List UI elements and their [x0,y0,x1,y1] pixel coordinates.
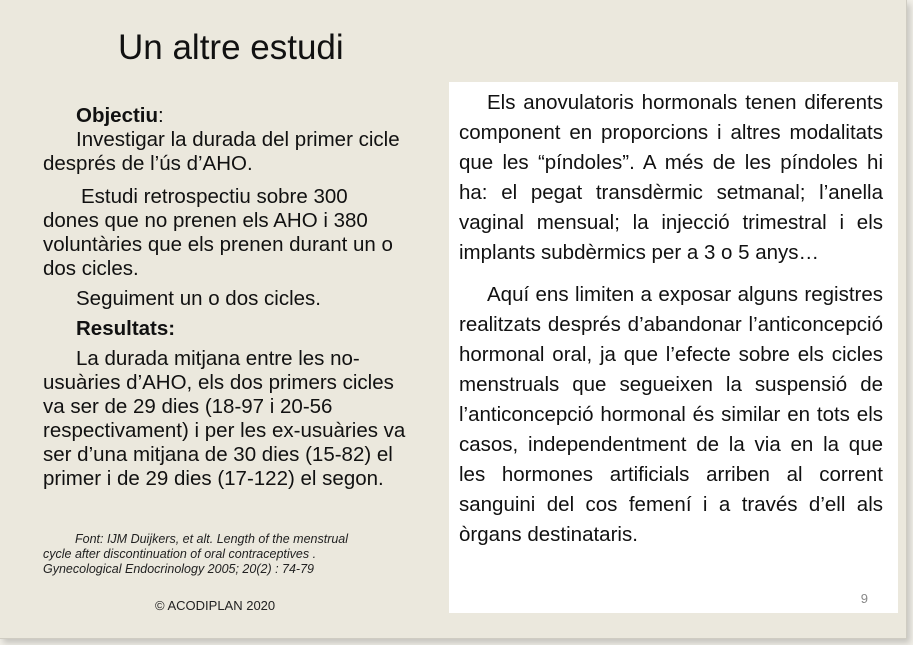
citation-line-1: Font: IJM Duijkers, et alt. Length of the menstrual [75,532,349,546]
slide-title: Un altre estudi [118,28,344,67]
followup-text: Seguiment un o dos cicles. [76,287,321,310]
info-text [459,88,883,550]
info-paragraph-2: Aquí ens limiten a exposar alguns registres realitzats després d’abandonar l’anticoncepció hormonal oral, ja que l’efecte sobre els cicles menstruals que segueixen la suspensió de l’anticoncepció hormonal és similar en tots els casos, independentment de la via en la que les hormones artificials arriben al corrent sanguini del cos femení i a través d’ell als òrgans destinataris. [459,283,883,546]
info-paragraph-1: Els anovulatoris hormonals tenen diferents component en proporcions i altres modalitats que les “píndoles”. A més de les píndoles hi ha: el pegat transdèrmic setmanal; l’anella vaginal mensual; la injecció trimestral i els implants subdèrmics per a 3 o 5 anys… [459,91,883,264]
copyright-notice: © ACODIPLAN 2020 [155,598,276,613]
objective-text: Investigar la durada del primer cicle després de l’ús d’AHO. [43,128,400,175]
objective-heading [43,104,408,128]
results-text: La durada mitjana entre les no-usuàries d’AHO, els dos primers cicles va ser de 29 dies (18-97 i 20-56 respectivament) i per les ex-usuàries va ser d’una mitjana de 30 dies (15-82) el primer i de 29 dies (17-122) el segon. [43,347,406,490]
info-panel [449,82,898,613]
study-text: Estudi retrospectiu sobre 300 dones que no prenen els AHO i 380 voluntàries que els prenen durant un o dos cicles. [43,185,393,280]
source-citation [43,532,408,577]
objective-label: Objectiu [76,104,159,127]
citation-line-2: cycle after discontinuation of oral contraceptives . [43,547,317,561]
results-heading [43,317,408,341]
objective-colon: : [158,104,164,127]
study-summary [43,104,408,491]
page-number: 9 [860,591,868,606]
citation-line-3: Gynecological Endocrinology 2005; 20(2) : 74-79 [43,562,315,576]
results-label: Resultats: [76,317,176,340]
